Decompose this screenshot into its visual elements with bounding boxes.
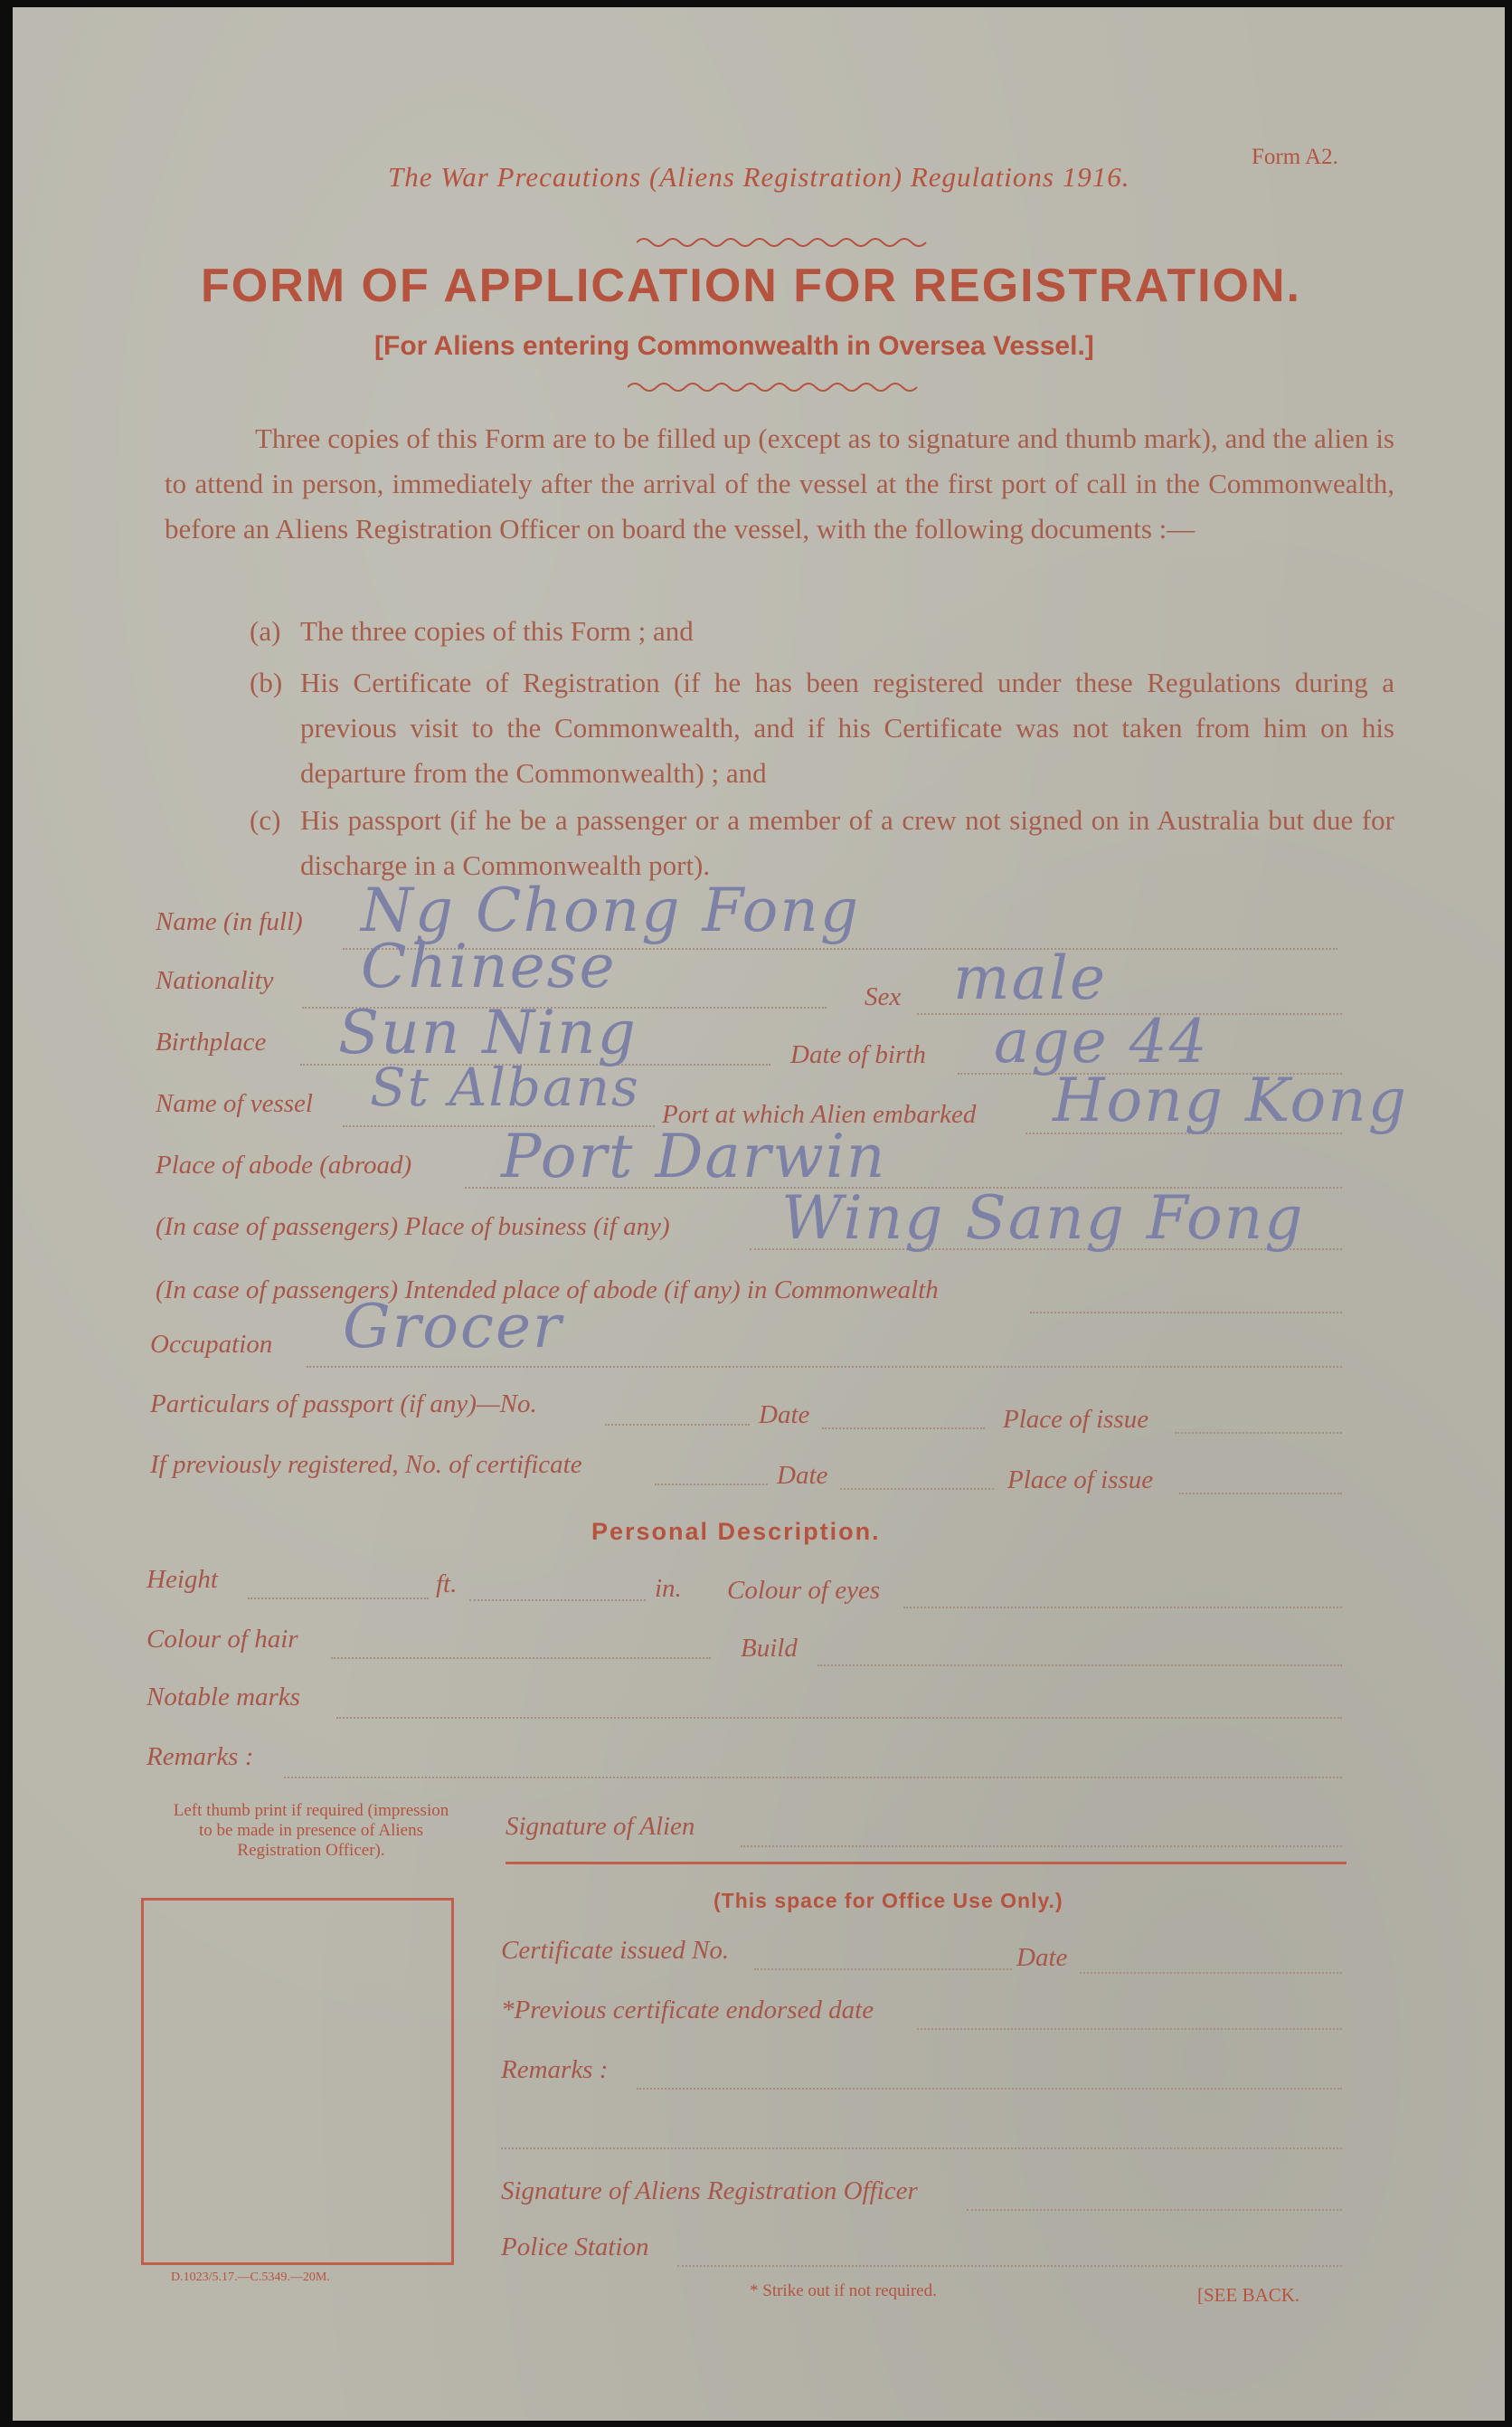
eyes-label: Colour of eyes bbox=[727, 1576, 881, 1605]
business-value: Wing Sang Fong bbox=[781, 1183, 1305, 1253]
eyes-line bbox=[903, 1607, 1342, 1608]
form-title: FORM OF APPLICATION FOR REGISTRATION. bbox=[201, 260, 1301, 312]
abode-label: Place of abode (abroad) bbox=[156, 1151, 412, 1180]
height-label: Height bbox=[146, 1565, 218, 1594]
sex-label: Sex bbox=[865, 982, 902, 1011]
signature-alien-label: Signature of Alien bbox=[506, 1812, 695, 1841]
officer-signature-line bbox=[967, 2209, 1342, 2211]
office-use-heading: (This space for Office Use Only.) bbox=[713, 1889, 1063, 1912]
height-in-line bbox=[469, 1599, 646, 1601]
notable-marks-line bbox=[336, 1717, 1342, 1719]
office-remarks-line-2 bbox=[501, 2147, 1342, 2149]
vessel-value: St Albans bbox=[370, 1057, 640, 1118]
item-a-marker: (a) bbox=[250, 615, 281, 647]
birthplace-value: Sun Ning bbox=[338, 998, 638, 1067]
police-station-label: Police Station bbox=[501, 2233, 649, 2261]
nationality-label: Nationality bbox=[156, 966, 274, 995]
prev-date-line bbox=[840, 1488, 994, 1490]
height-ft-line bbox=[248, 1597, 429, 1599]
item-c-text: His passport (if he be a passenger or a member of a crew not signed on in Australia but due for discharge in a Commonwealth port). bbox=[300, 804, 1394, 881]
prev-issue-line bbox=[1179, 1493, 1342, 1494]
office-date-line bbox=[1080, 1972, 1342, 1974]
see-back-note: [SEE BACK. bbox=[1197, 2284, 1300, 2306]
form-sheet bbox=[13, 7, 1505, 2421]
item-b-text: His Certificate of Registration (if he has been registered under these Regulations during a previous visit to the Commonwealth, and if his Certificate was not taken from him on his departure from the Commonwealth) ; and bbox=[300, 667, 1394, 789]
port-label: Port at which Alien embarked bbox=[662, 1100, 977, 1129]
build-label: Build bbox=[741, 1634, 798, 1663]
remarks-line bbox=[284, 1777, 1342, 1778]
print-code: D.1023/5.17.—C.5349.—20M. bbox=[171, 2271, 330, 2284]
wavy-rule-top bbox=[637, 233, 935, 251]
cert-issued-line bbox=[754, 1968, 1012, 1970]
thumb-print-box bbox=[141, 1898, 454, 2265]
intended-abode-line bbox=[1030, 1312, 1342, 1313]
form-subtitle: [For Aliens entering Commonwealth in Oversea Vessel.] bbox=[374, 331, 1094, 361]
sex-value: male bbox=[953, 943, 1108, 1013]
instructions-intro: Three copies of this Form are to be filled up (except as to signature and thumb mark), and the alien is to attend in person, immediately after the arrival of the vessel at the first port of call in the Commonwealth, before an Aliens Registration Officer on board the vessel, with the following documents :— bbox=[165, 422, 1394, 545]
passport-date-line bbox=[822, 1427, 985, 1429]
regulations-line: The War Precautions (Aliens Registration) Regulations 1916. bbox=[388, 161, 1130, 193]
prev-cert-endorsed-line bbox=[917, 2028, 1342, 2030]
dob-value: age 44 bbox=[994, 1007, 1209, 1076]
office-date-label: Date bbox=[1016, 1943, 1068, 1972]
business-label: (In case of passengers) Place of business (if any) bbox=[156, 1212, 670, 1241]
passport-label: Particulars of passport (if any)—No. bbox=[150, 1389, 537, 1418]
wavy-rule-bottom bbox=[628, 378, 926, 396]
dob-label: Date of birth bbox=[790, 1040, 926, 1069]
thumb-print-note: Left thumb print if required (impression to be made in presence of Aliens Registration Officer). bbox=[173, 1801, 449, 1860]
office-divider bbox=[506, 1862, 1347, 1864]
personal-description-heading: Personal Description. bbox=[591, 1518, 881, 1545]
hair-label: Colour of hair bbox=[146, 1625, 298, 1654]
prev-cert-endorsed-label: *Previous certificate endorsed date bbox=[501, 1996, 874, 2024]
form-number: Form A2. bbox=[1252, 145, 1338, 169]
cert-issued-label: Certificate issued No. bbox=[501, 1936, 730, 1965]
passport-date-label: Date bbox=[759, 1400, 810, 1429]
item-a-text: The three copies of this Form ; and bbox=[300, 615, 694, 647]
prev-registered-label: If previously registered, No. of certificate bbox=[150, 1450, 582, 1479]
passport-issue-line bbox=[1175, 1432, 1342, 1434]
police-station-line bbox=[677, 2265, 1342, 2267]
occupation-line bbox=[307, 1366, 1342, 1368]
office-remarks-label: Remarks : bbox=[501, 2055, 609, 2084]
birthplace-label: Birthplace bbox=[156, 1028, 267, 1057]
intended-abode-label: (In case of passengers) Intended place of abode (if any) in Commonwealth bbox=[156, 1275, 939, 1304]
office-remarks-line-1 bbox=[637, 2088, 1342, 2090]
ft-label: ft. bbox=[436, 1569, 458, 1598]
nationality-value: Chinese bbox=[361, 932, 617, 1001]
item-b-marker: (b) bbox=[250, 667, 283, 698]
item-c-marker: (c) bbox=[250, 804, 281, 836]
strike-out-note: * Strike out if not required. bbox=[750, 2281, 937, 2300]
prev-date-label: Date bbox=[777, 1461, 828, 1490]
hair-line bbox=[331, 1657, 711, 1659]
remarks-label: Remarks : bbox=[146, 1742, 254, 1771]
occupation-label: Occupation bbox=[150, 1330, 273, 1359]
prev-issue-label: Place of issue bbox=[1007, 1465, 1154, 1494]
signature-alien-line bbox=[741, 1845, 1342, 1847]
prev-cert-line bbox=[655, 1484, 768, 1485]
name-label: Name (in full) bbox=[156, 907, 303, 936]
officer-signature-label: Signature of Aliens Registration Officer bbox=[501, 2176, 918, 2205]
passport-issue-label: Place of issue bbox=[1003, 1405, 1149, 1434]
notable-marks-label: Notable marks bbox=[146, 1683, 300, 1711]
build-line bbox=[817, 1664, 1342, 1666]
port-value: Hong Kong bbox=[1053, 1066, 1409, 1135]
name-value: Ng Chong Fong bbox=[361, 876, 861, 945]
abode-value: Port Darwin bbox=[501, 1122, 887, 1191]
passport-no-line bbox=[605, 1424, 750, 1426]
in-label: in. bbox=[655, 1574, 682, 1603]
occupation-value: Grocer bbox=[343, 1292, 563, 1361]
vessel-label: Name of vessel bbox=[156, 1089, 313, 1118]
